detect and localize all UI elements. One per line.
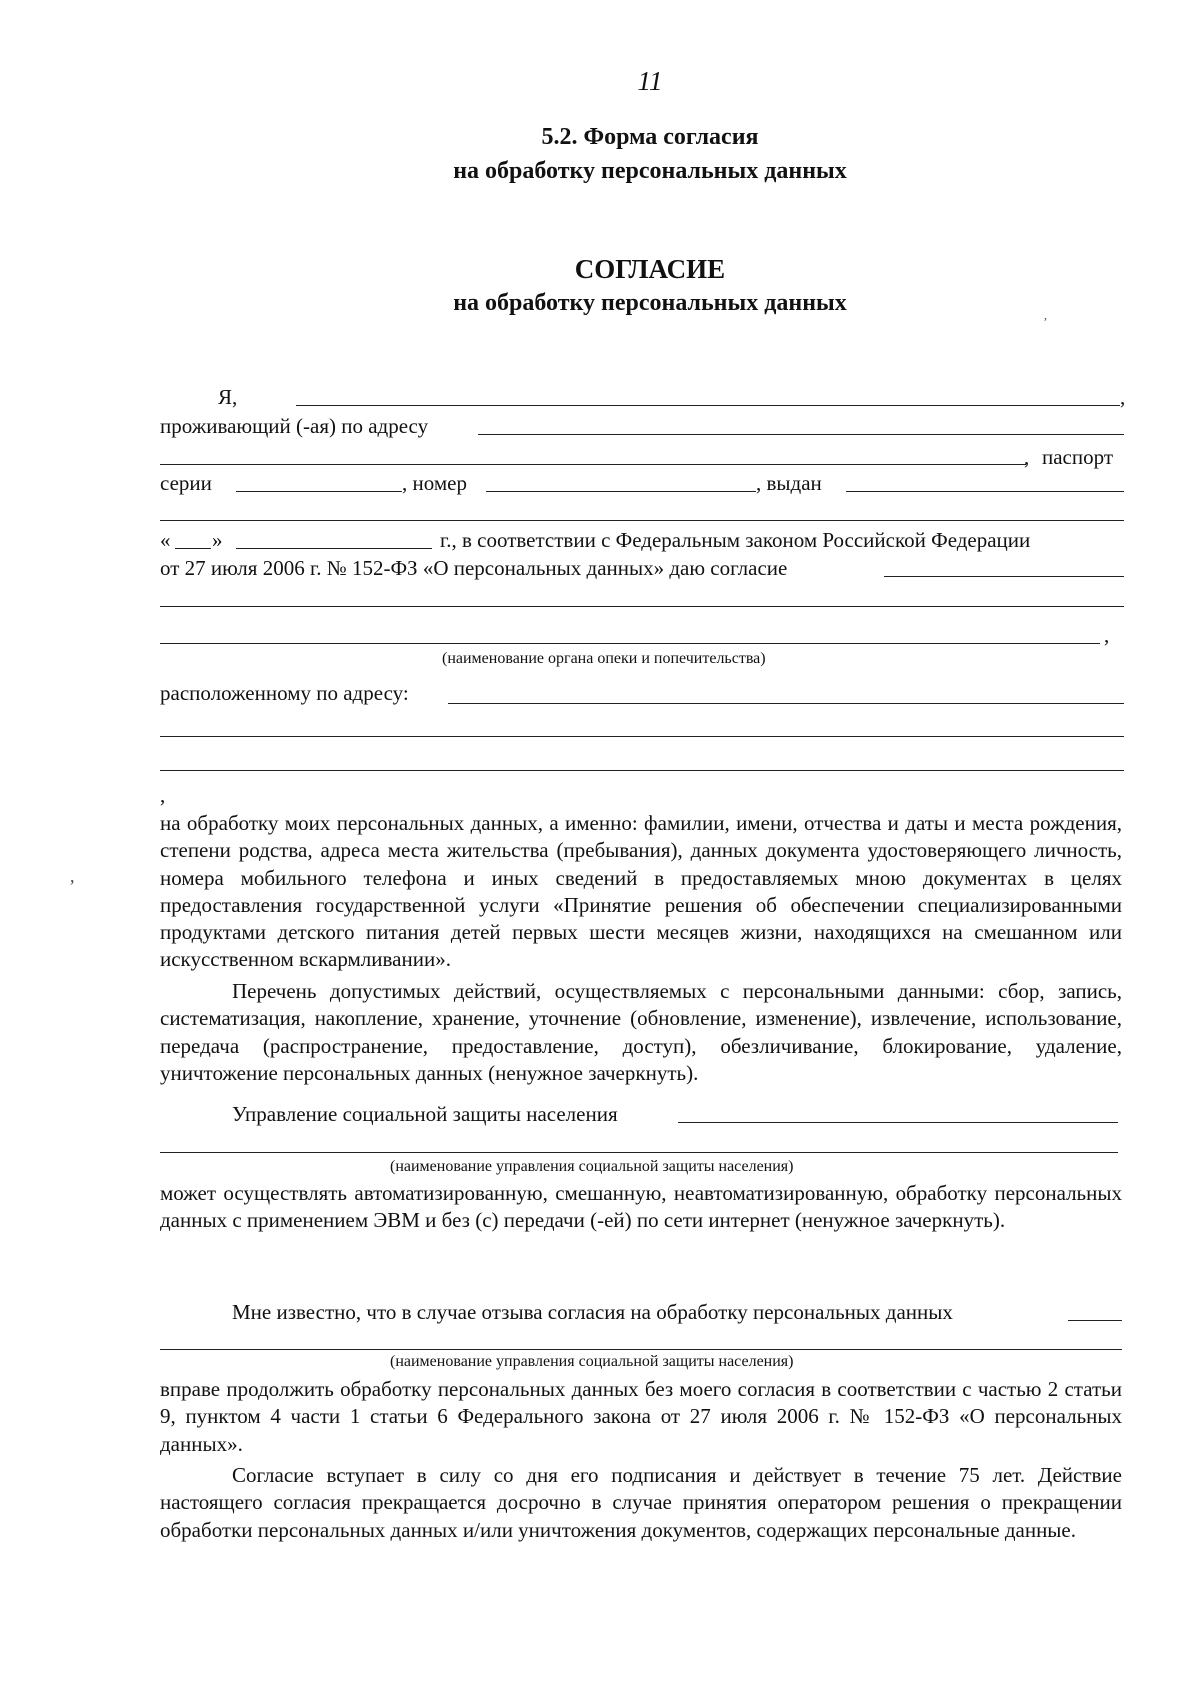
social-label: Управление социальной защиты населения xyxy=(232,1102,618,1126)
law-text-2: от 27 июля 2006 г. № 152-ФЗ «О персональных данных» даю согласие xyxy=(160,556,788,580)
validity-paragraph: Согласие вступает в силу со дня его подписания и действует в течение 75 лет. Действие настоящего согласия прекращается досрочно в случае принятия оператором решения о прекращении обработки персональных данных и/или уничтожения документов, содержащих персональные данные. xyxy=(160,1463,1122,1542)
located-comma: , xyxy=(160,783,166,807)
full-name-line[interactable] xyxy=(296,405,1120,406)
section-title: 5.2. Форма согласия xyxy=(541,124,759,150)
guardianship-line-1[interactable] xyxy=(160,606,1124,607)
consent-subtitle: на обработку персональных данных xyxy=(453,290,847,316)
social-line-2[interactable] xyxy=(160,1152,1118,1153)
scan-mark: , xyxy=(1044,308,1047,322)
address-label: проживающий (-ая) по адресу xyxy=(160,414,429,438)
guardianship-caption: (наименование органа опеки и попечительства) xyxy=(442,650,766,667)
number-label: , номер xyxy=(402,471,467,495)
quote-close: » xyxy=(212,528,223,552)
social-caption: (наименование управления социальной защиты населения) xyxy=(390,1158,794,1175)
continue-paragraph: вправе продолжить обработку персональных данных без моего согласия в соответствии с частью 2 статьи 9, пунктом 4 части 1 статьи 6 Федерального закона от 27 июля 2006 г. № 152-ФЗ «О персональных данных». xyxy=(160,1377,1122,1456)
issued-line-2[interactable] xyxy=(160,520,1124,521)
revocation-line-2[interactable] xyxy=(160,1349,1122,1350)
actions-paragraph: Перечень допустимых действий, осуществляемых с персональными данными: сбор, запись, систематизация, накопление, хранение, уточнение (обновление, изменение), извлечение, использование, передача (распространение, предоставление, доступ), обезличивание, блокирование, удаление, уничтожение персональных данных (ненужное зачеркнуть). xyxy=(160,979,1122,1085)
number-line[interactable] xyxy=(486,491,756,492)
quote-open: « xyxy=(160,528,171,552)
law-text: г., в соответствии с Федеральным законом Российской Федерации xyxy=(440,528,1031,552)
passport-label: паспорт xyxy=(1042,445,1114,469)
page-number: 11 xyxy=(637,66,663,96)
revocation-lead: Мне известно, что в случае отзыва согласия на обработку персональных данных xyxy=(232,1300,953,1324)
address-line[interactable] xyxy=(478,434,1124,435)
month-year-line[interactable] xyxy=(236,548,432,549)
ya-label: Я, xyxy=(218,385,238,409)
address-comma: , xyxy=(1024,445,1030,469)
name-comma: , xyxy=(1120,385,1126,409)
social-line-1[interactable] xyxy=(678,1122,1118,1123)
issued-label: , выдан xyxy=(756,471,822,495)
purpose-paragraph: на обработку моих персональных данных, а именно: фамилии, имени, отчества и даты и места рождения, степени родства, адреса места жительства (пребывания), данных документа удостоверяющего личность, номера мобильного телефона и иных сведений в предоставляемых мною документах в целях предоставления государственной услуги «Принятие решения об обеспечении специализированными продуктами детского питания детей первых шести месяцев жизни, находящихся на смешанном или искусственном вскармливании». xyxy=(160,811,1122,972)
located-line-1[interactable] xyxy=(448,703,1124,704)
section-subtitle: на обработку персональных данных xyxy=(453,158,847,184)
located-label: расположенному по адресу: xyxy=(160,681,409,705)
guardianship-comma: , xyxy=(1104,623,1110,647)
address-line-2[interactable] xyxy=(160,464,1026,465)
processing-paragraph: может осуществлять автоматизированную, смешанную, неавтоматизированную, обработку персональных данных с применением ЭВМ и без (с) передачи (-ей) по сети интернет (ненужное зачеркнуть). xyxy=(160,1181,1122,1233)
series-label: серии xyxy=(160,471,212,495)
consent-to-line[interactable] xyxy=(884,576,1124,577)
revocation-line-1[interactable] xyxy=(1068,1320,1122,1321)
consent-title: СОГЛАСИЕ xyxy=(574,254,726,284)
scan-mark: , xyxy=(70,866,75,886)
guardianship-line-2[interactable] xyxy=(160,643,1100,644)
day-line[interactable] xyxy=(175,548,211,549)
series-line[interactable] xyxy=(236,491,402,492)
issued-line[interactable] xyxy=(846,491,1124,492)
social-caption-2: (наименование управления социальной защиты населения) xyxy=(390,1353,794,1370)
located-line-3[interactable] xyxy=(160,770,1124,771)
located-line-2[interactable] xyxy=(160,736,1124,737)
